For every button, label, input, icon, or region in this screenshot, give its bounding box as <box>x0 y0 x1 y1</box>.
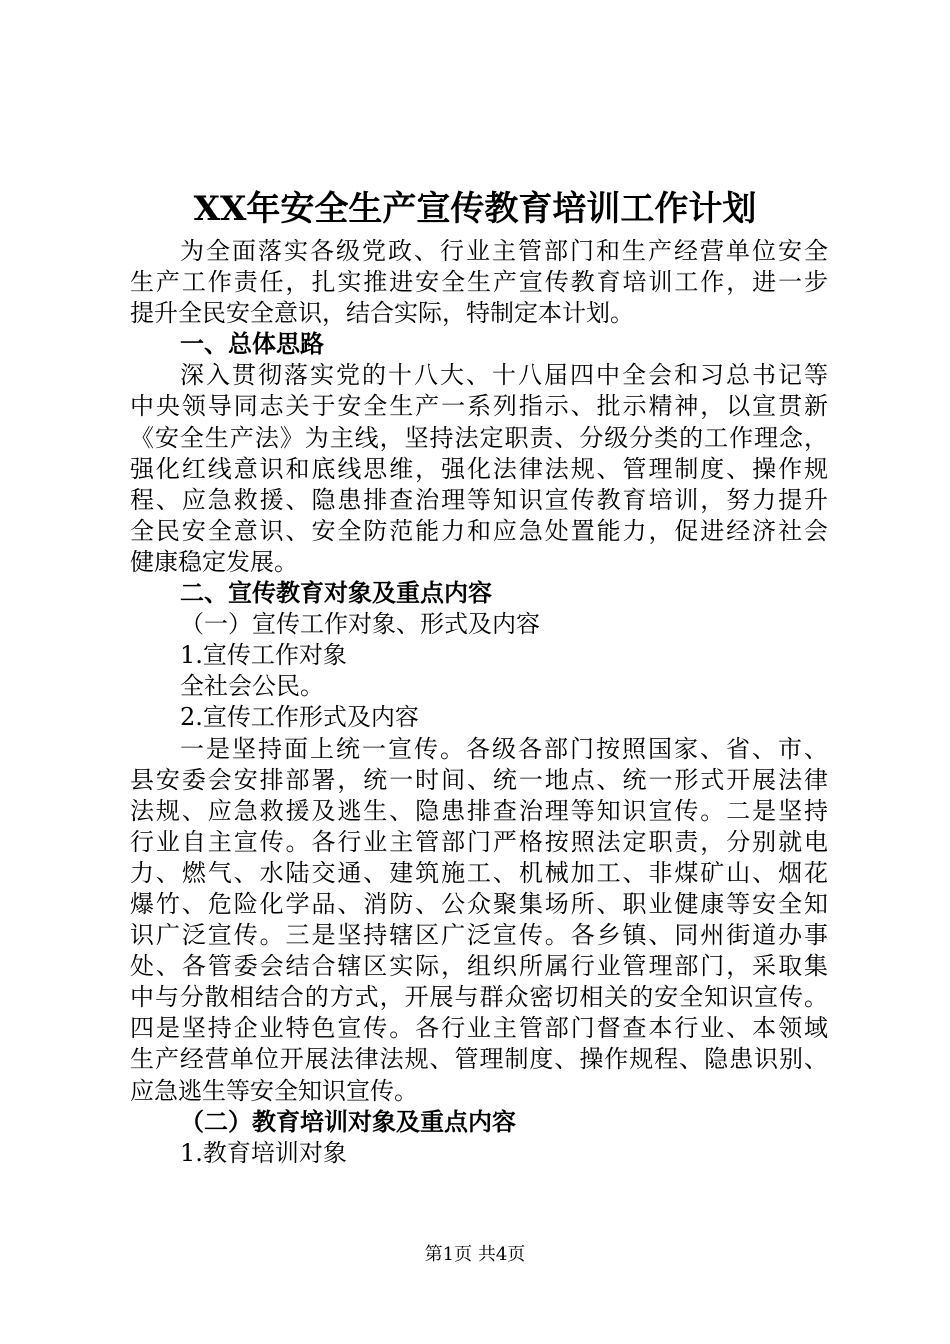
paragraph-line: 生产工作责任，扎实推进安全生产宣传教育培训工作，进一步 <box>130 268 828 297</box>
paragraph-line: 县安委会安排部署，统一时间、统一地点、统一形式开展法律 <box>130 765 828 794</box>
section-heading: 一、总体思路 <box>180 330 324 359</box>
paragraph-line: 中与分散相结合的方式，开展与群众密切相关的安全知识宣传。 <box>130 983 828 1012</box>
paragraph-line: 《安全生产法》为主线，坚持法定职责、分级分类的工作理念， <box>130 423 828 452</box>
paragraph-line: 法规、应急救援及逃生、隐患排查治理等知识宣传。二是坚持 <box>130 796 828 825</box>
section-heading: 二、宣传教育对象及重点内容 <box>180 579 492 608</box>
paragraph-line: 爆竹、危险化学品、消防、公众聚集场所、职业健康等安全知 <box>130 889 828 918</box>
paragraph-line: 行业自主宣传。各行业主管部门严格按照法定职责，分别就电 <box>130 827 828 856</box>
section-heading: （一）宣传工作对象、形式及内容 <box>180 610 540 639</box>
paragraph-line: 健康稳定发展。 <box>130 547 298 576</box>
paragraph-line: 四是坚持企业特色宣传。各行业主管部门督查本行业、本领域 <box>130 1014 828 1043</box>
paragraph-line: 为全面落实各级党政、行业主管部门和生产经营单位安全 <box>180 237 828 265</box>
section-heading: （二）教育培训对象及重点内容 <box>180 1107 516 1136</box>
paragraph-line: 全社会公民。 <box>180 672 324 701</box>
paragraph-line: 应急逃生等安全知识宣传。 <box>130 1076 418 1105</box>
paragraph-line: 强化红线意识和底线思维，强化法律法规、管理制度、操作规 <box>130 454 828 483</box>
paragraph-line: 一是坚持面上统一宣传。各级各部门按照国家、省、市、 <box>180 734 828 763</box>
paragraph-line: 中央领导同志关于安全生产一系列指示、批示精神，以宣贯新 <box>130 392 828 421</box>
paragraph-line: 1.教育培训对象 <box>180 1138 347 1167</box>
paragraph-line: 识广泛宣传。三是坚持辖区广泛宣传。各乡镇、同州街道办事 <box>130 921 828 950</box>
paragraph-line: 生产经营单位开展法律法规、管理制度、操作规程、隐患识别、 <box>130 1045 828 1074</box>
paragraph-line: 处、各管委会结合辖区实际，组织所属行业管理部门，采取集 <box>130 952 828 981</box>
paragraph-line: 程、应急救援、隐患排查治理等知识宣传教育培训，努力提升 <box>130 485 828 514</box>
paragraph-line: 深入贯彻落实党的十八大、十八届四中全会和习总书记等 <box>180 361 828 390</box>
paragraph-line: 提升全民安全意识，结合实际，特制定本计划。 <box>130 299 634 328</box>
document-body <box>130 236 828 1169</box>
paragraph-line: 力、燃气、水陆交通、建筑施工、机械加工、非煤矿山、烟花 <box>130 858 828 887</box>
paragraph-line: 2.宣传工作形式及内容 <box>180 703 419 732</box>
paragraph-line: 全民安全意识、安全防范能力和应急处置能力，促进经济社会 <box>130 516 828 545</box>
page-title: XX年安全生产宣传教育培训工作计划 <box>193 189 757 229</box>
paragraph-line: 1.宣传工作对象 <box>180 641 347 670</box>
page-footer: 第1页 共4页 <box>424 1244 526 1265</box>
